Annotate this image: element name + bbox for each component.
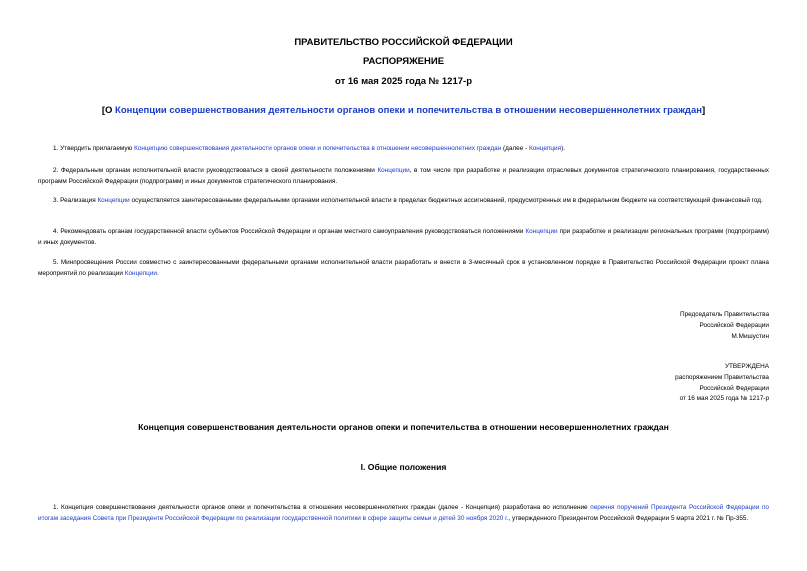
document-type: РАСПОРЯЖЕНИЕ [362,56,445,67]
paragraph-text: 4. Рекомендовать органам государственной власти субъектов Российской Федерации и органам местного самоуправления руководствоваться положениями [53,228,526,235]
signature-name: М.Мишустин [731,332,769,340]
subject-bracket-close: ] [701,105,706,116]
concept-short-link[interactable]: Концепция [528,145,562,152]
approval-label: УТВЕРЖДЕНА [724,363,769,370]
paragraph-3 [38,196,769,207]
presidential-instructions-link[interactable]: перечня поручений Президента Российской Федерации по итогам заседания Совета при Президенте Российской Федерации по реализации государственной политики в сфере защиты семьи и детей 30 ноября 2020 г. [38,504,769,522]
paragraph-text: , в том числе при разработке и реализации отраслевых документов стратегического планирования, государственных программ Российской Федерации (подпрограмм) и иных документов стратегического планирования. [38,167,769,185]
approval-block [675,362,769,405]
paragraph-text: 5. Минпросвещения России совместно с заинтересованными федеральными органами исполнительной власти разработать и внести в 3-месячный срок в установленном порядке в Правительство Российской Федерации проект плана мероприятий по реализации [38,259,769,277]
concept-link[interactable]: Концепции [377,167,410,174]
paragraph-text: 1. Утвердить прилагаемую [53,145,135,152]
concept-paragraph-1 [38,503,769,524]
signature-country: Российской Федерации [699,321,769,329]
concept-link[interactable]: Концепции [124,269,157,277]
signature-block [680,310,769,342]
document-subject [38,105,769,116]
paragraph-text: 1. Концепция совершенствования деятельности органов опеки и попечительства в отношении несовершеннолетних граждан (далее - Концепция) разработана во исполнение [53,504,591,511]
subject-bracket-open: [О [101,105,116,116]
paragraph-5 [38,258,769,279]
paragraph-4 [38,227,769,248]
approval-date: от 16 мая 2025 года № 1217-р [679,395,769,403]
paragraph-text: 2. Федеральным органам исполнительной власти руководствоваться в своей деятельности положениями [53,167,378,174]
signature-position: Председатель Правительства [680,311,769,318]
paragraph-text: ). [561,145,565,152]
document-date-number: от 16 мая 2025 года № 1217-р [335,76,472,87]
approval-order: распоряжением Правительства [675,373,769,381]
concept-title: Концепция совершенствования деятельности органов опеки и попечительства в отношении несовершеннолетних граждан [138,422,669,432]
government-title: ПРАВИТЕЛЬСТВО РОССИЙСКОЙ ФЕДЕРАЦИИ [294,37,513,48]
paragraph-text: осуществляется заинтересованными федеральными органами исполнительной власти в пределах бюджетных ассигнований, предусмотренных им в федеральном бюджете на соответствующий финансовый год. [129,197,763,204]
paragraph-text: при разработке и реализации региональных программ (подпрограмм) и иных документов. [38,228,769,246]
paragraph-text: . [156,269,159,277]
paragraph-text: 3. Реализация [53,197,98,204]
subject-link[interactable]: Концепции совершенствования деятельности органов опеки и попечительства в отношении несовершеннолетних граждан [115,105,702,116]
section-heading: I. Общие положения [360,462,447,472]
paragraph-2 [38,166,769,187]
concept-link[interactable]: Концепцию совершенствования деятельности органов опеки и попечительства в отношении несовершеннолетних граждан [134,145,502,152]
paragraph-1 [38,144,769,155]
paragraph-text: , утвержденного Президентом Российской Федерации 5 марта 2021 г. № Пр-355. [508,514,749,522]
approval-country: Российской Федерации [699,384,769,392]
concept-link[interactable]: Концепции [97,197,130,204]
concept-link[interactable]: Концепции [525,228,558,235]
paragraph-text: (далее - [501,145,529,152]
